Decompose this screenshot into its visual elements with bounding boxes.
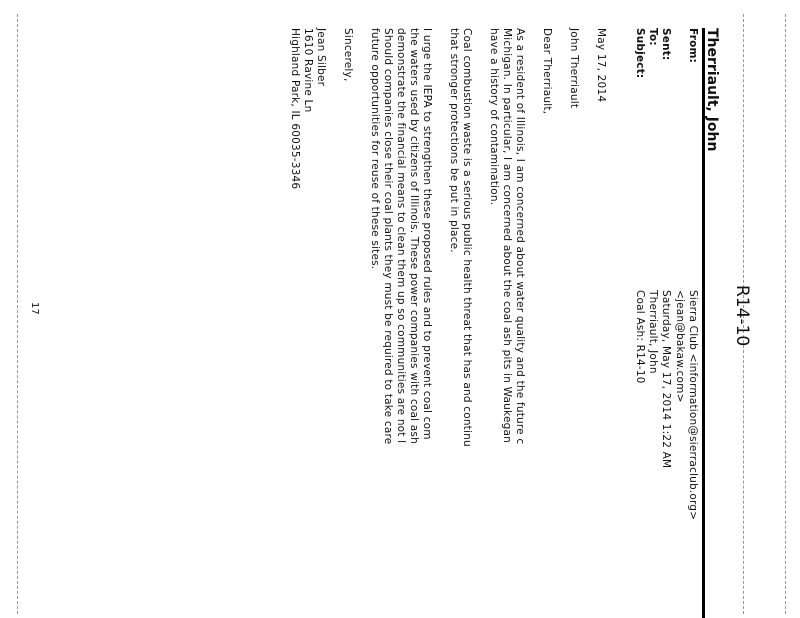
letter-date: May 17, 2014 bbox=[595, 28, 607, 103]
letter-closing: Sincerely, bbox=[342, 28, 354, 82]
paragraph-3-line: the waters used by citizens of Illinois. These power companies with coal ash bbox=[408, 28, 420, 444]
paragraph-3-line: demonstrate the financial means to clean them up so communities are not l bbox=[395, 28, 407, 444]
header-rule bbox=[702, 28, 705, 618]
paragraph-3-line: Should companies close their coal plants they must be required to take care bbox=[382, 28, 394, 445]
from-value: Sierra Club <information@sierraclub.org> bbox=[687, 290, 699, 521]
scan-edge-bottom bbox=[17, 14, 18, 614]
signature-city: Highland Park, IL 60035-3346 bbox=[289, 28, 301, 190]
paragraph-3-line: future opportunities for reuse of these sites. bbox=[369, 28, 381, 270]
page-number: 17 bbox=[29, 302, 40, 315]
paragraph-1-line: Michigan. In particular, I am concerned about the coal ash pits in Waukegan bbox=[501, 28, 513, 443]
signature-name: Jean Silber bbox=[315, 28, 327, 87]
paragraph-1-line: have a history of contamination. bbox=[488, 28, 500, 206]
letter-recipient: John Therriault bbox=[568, 28, 580, 109]
from-label: From: bbox=[687, 28, 699, 64]
paragraph-1-line: As a resident of Illinois, I am concerned about water quality and the future c bbox=[514, 28, 526, 445]
to-value: Therriault, John bbox=[647, 290, 659, 374]
sent-label: Sent: bbox=[660, 28, 672, 61]
from-value-email: <jean@bakaw.com> bbox=[674, 290, 686, 403]
to-label: To: bbox=[647, 28, 659, 46]
sent-value: Saturday, May 17, 2014 1:22 AM bbox=[660, 290, 672, 469]
subject-label: Subject: bbox=[634, 28, 646, 79]
letter-salutation: Dear Therriault, bbox=[541, 28, 553, 115]
paragraph-2-line: that stronger protections be put in place. bbox=[448, 28, 460, 253]
doc-id: R14-10 bbox=[732, 285, 752, 347]
paragraph-2-line: Coal combustion waste is a serious public health threat that has and continu bbox=[461, 28, 473, 447]
paragraph-3-line: I urge the IEPA to strengthen these proposed rules and to prevent coal com bbox=[421, 28, 433, 440]
scan-edge-top bbox=[785, 14, 786, 614]
subject-value: Coal Ash: R14-10 bbox=[634, 290, 646, 384]
signature-address: 1610 Ravine Ln bbox=[302, 28, 314, 113]
sender-name: Therriault, John bbox=[704, 28, 720, 152]
